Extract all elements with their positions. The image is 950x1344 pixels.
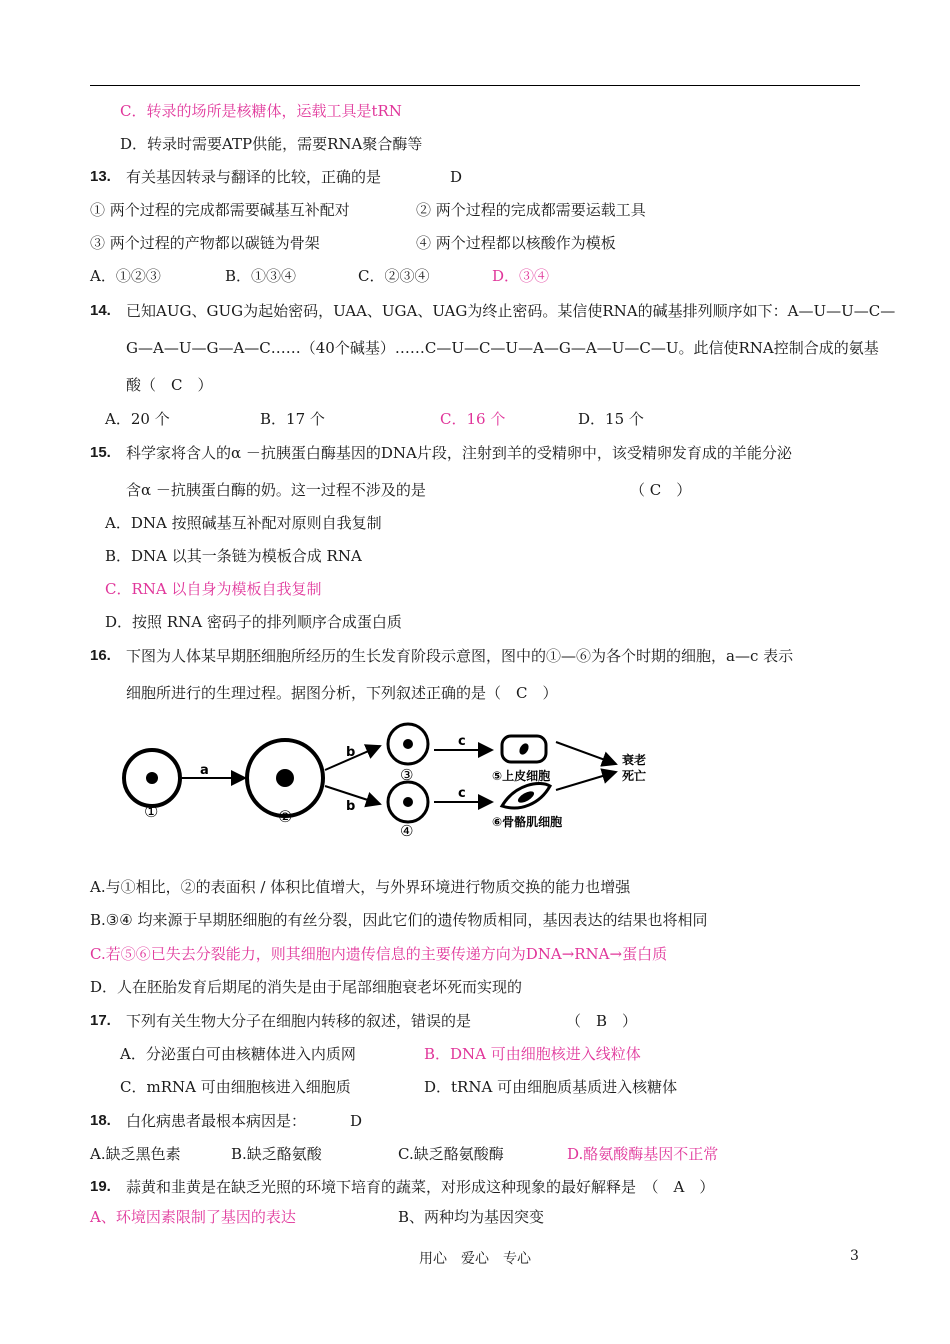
q17-option-c: C．mRNA 可由细胞核进入细胞质 (120, 1078, 351, 1096)
q18-answer: D (350, 1112, 363, 1130)
arrow-b-upper-label: b (346, 745, 356, 760)
q13-statement-2: ② 两个过程的完成都需要运载工具 (416, 201, 646, 219)
q19-option-a: A、环境因素限制了基因的表达 (90, 1208, 296, 1226)
q19-number: 19. (90, 1178, 111, 1195)
q15-answer: （ C ） (630, 481, 692, 499)
q15-option-b: B．DNA 以其一条链为模板合成 RNA (105, 547, 362, 565)
cell-2-label: ② (278, 807, 293, 826)
q16-stem-line-2: 细胞所进行的生理过程。据图分析，下列叙述正确的是（ C ） (126, 684, 558, 702)
q14-option-a: A．20 个 (105, 410, 170, 428)
q18-option-b: B.缺乏酪氨酸 (231, 1145, 322, 1163)
q18-option-d: D.酪氨酸酶基因不正常 (567, 1145, 719, 1163)
cell-3-label: ③ (400, 766, 414, 784)
q15-stem-line-1: 科学家将含人的α －抗胰蛋白酶基因的DNA片段，注射到羊的受精卵中，该受精卵发育成的羊能分泌 (126, 444, 792, 462)
q17-number: 17. (90, 1012, 111, 1029)
q13-option-d: D．③④ (492, 267, 550, 285)
arrow-c-upper-label: c (458, 734, 466, 749)
arrow-to-end-upper (556, 742, 616, 764)
q15-option-a: A．DNA 按照碱基互补配对原则自我复制 (105, 514, 382, 532)
q15-stem-line-2: 含α －抗胰蛋白酶的奶。这一过程不涉及的是 (126, 481, 426, 499)
q16-stem-line-1: 下图为人体某早期胚细胞所经历的生长发育阶段示意图，图中的①—⑥为各个时期的细胞，a—c 表示 (126, 647, 794, 665)
q18-option-c: C.缺乏酪氨酸酶 (398, 1145, 504, 1163)
q16-option-b: B.③④ 均来源于早期胚细胞的有丝分裂，因此它们的遗传物质相同，基因表达的结果也将相同 (90, 911, 708, 929)
cell-3-nucleus (403, 739, 413, 749)
option-d-prev: D．转录时需要ATP供能，需要RNA聚合酶等 (120, 135, 423, 153)
cell-1-nucleus (146, 772, 158, 784)
q19-stem: 蒜黄和韭黄是在缺乏光照的环境下培育的蔬菜，对形成这种现象的最好解释是 （ A ） (126, 1178, 715, 1196)
q13-statement-4: ④ 两个过程都以核酸作为模板 (416, 234, 616, 252)
end-label-death: 死亡 (622, 769, 647, 783)
cell-development-diagram (110, 720, 670, 840)
q13-number: 13. (90, 168, 111, 185)
q14-option-d: D．15 个 (578, 410, 644, 428)
q16-option-d: D．人在胚胎发育后期尾的消失是由于尾部细胞衰老坏死而实现的 (90, 978, 523, 996)
q14-stem-line-1: 已知AUG、GUG为起始密码，UAA、UGA、UAG为终止密码。某信使RNA的碱基排列顺序如下：A—U—U—C— (126, 302, 896, 320)
q16-number: 16. (90, 647, 111, 664)
q13-statement-1: ① 两个过程的完成都需要碱基互补配对 (90, 201, 350, 219)
q14-number: 14. (90, 302, 111, 319)
q13-stem: 有关基因转录与翻译的比较，正确的是 (126, 168, 382, 186)
cell-1-label: ① (144, 802, 159, 821)
q17-option-b: B．DNA 可由细胞核进入线粒体 (424, 1045, 641, 1063)
q19-option-b: B、两种均为基因突变 (398, 1208, 545, 1226)
q18-stem: 白化病患者最根本病因是： (126, 1112, 307, 1130)
q15-number: 15. (90, 444, 111, 461)
q17-option-a: A．分泌蛋白可由核糖体进入内质网 (120, 1045, 356, 1063)
cell-4-nucleus (403, 797, 413, 807)
q13-statement-3: ③ 两个过程的产物都以碳链为骨架 (90, 234, 320, 252)
q13-option-b: B．①③④ (225, 267, 297, 285)
q14-option-b: B．17 个 (260, 410, 325, 428)
option-c-prev: C．转录的场所是核糖体，运载工具是tRN (120, 102, 402, 120)
q18-option-a: A.缺乏黑色素 (90, 1145, 181, 1163)
arrow-to-end-lower (556, 772, 616, 790)
arrow-c-lower-label: c (458, 786, 466, 801)
q14-stem-line-2: G—A—U—G—A—C……（40个碱基）……C—U—C—U—A—G—A—U—C—U。此信使RNA控制合成的氨基 (126, 339, 879, 357)
q15-option-d: D．按照 RNA 密码子的排列顺序合成蛋白质 (105, 613, 402, 631)
q17-option-d: D．tRNA 可由细胞质基质进入核糖体 (424, 1078, 678, 1096)
q14-stem-line-3: 酸（ C ） (126, 376, 213, 394)
cell-2-nucleus (276, 769, 294, 787)
q14-option-c: C．16 个 (440, 410, 506, 428)
q13-answer: D (450, 168, 463, 186)
cell-6-label: ⑥骨骼肌细胞 (492, 815, 563, 829)
cell-5-label: ⑤上皮细胞 (492, 769, 551, 783)
header-rule (90, 85, 860, 86)
q15-option-c: C．RNA 以自身为模板自我复制 (105, 580, 322, 598)
q13-option-c: C．②③④ (358, 267, 430, 285)
q17-stem: 下列有关生物大分子在细胞内转移的叙述，错误的是 (126, 1012, 472, 1030)
arrow-b-lower-label: b (346, 799, 356, 814)
page-number: 3 (850, 1248, 859, 1264)
q17-answer: （ B ） (566, 1012, 638, 1030)
footer-motto: 用心 爱心 专心 (419, 1251, 531, 1267)
cell-5-nucleus (518, 742, 531, 756)
q18-number: 18. (90, 1112, 111, 1129)
q13-option-a: A．①②③ (90, 267, 161, 285)
cell-4-label: ④ (400, 822, 414, 840)
q16-option-a: A.与①相比，②的表面积 / 体积比值增大，与外界环境进行物质交换的能力也增强 (90, 878, 631, 896)
q16-option-c: C.若⑤⑥已失去分裂能力，则其细胞内遗传信息的主要传递方向为DNA→RNA→蛋白质 (90, 945, 668, 963)
arrow-a-label: a (200, 763, 209, 778)
end-label-aging: 衰老 (622, 753, 647, 767)
